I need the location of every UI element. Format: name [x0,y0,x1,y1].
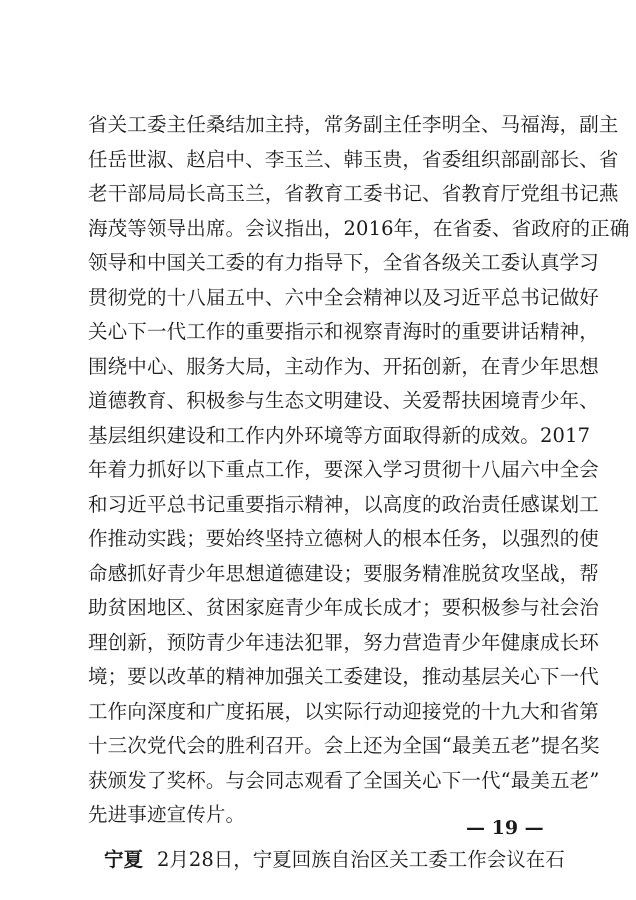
section-line [88,843,565,878]
body-paragraph [88,108,630,833]
text-line: 助贫困地区、贫困家庭青少年成长成才；要积极参与社会治 [88,596,599,619]
text-line: 理创新，预防青少年违法犯罪，努力营造青少年健康成长环 [88,630,599,654]
text-line: 作推动实践；要始终坚持立德树人的根本任务，以强烈的使 [88,527,599,550]
section-paragraph [88,843,565,878]
text-line: 关心下一代工作的重要指示和视察青海时的重要讲话精神， [88,320,599,343]
text-line: 领导和中国关工委的有力指导下，全省各级关工委认真学习 [88,251,599,274]
text-line: 海茂等领导出席。会议指出，2016年，在省委、省政府的正确 [88,216,630,240]
document-page [88,108,630,877]
text-line: 基层组织建设和工作内外环境等方面取得新的成效。2017 [88,423,591,447]
text-line: 境；要以改革的精神加强关工委建设，推动基层关心下一代 [88,665,599,688]
text-line: 道德教育、积极参与生态文明建设、关爱帮扶困境青少年、 [88,389,599,412]
section-region-heading: 宁夏 [104,847,144,871]
text-line: 命感抓好青少年思想道德建设；要服务精准脱贫攻坚战，帮 [88,561,599,585]
text-line: 工作向深度和广度拓展，以实际行动迎接党的十九大和省第 [88,699,599,723]
page-number: — 19 — [466,817,544,839]
text-line: 省关工委主任桑结加主持，常务副主任李明全、马福海，副主 [88,113,619,136]
text-line: 和习近平总书记重要指示精神，以高度的政治责任感谋划工 [88,492,599,516]
section-text: 2月28日，宁夏回族自治区关工委工作会议在石 [157,847,565,871]
text-line: 获颁发了奖杯。与会同志观看了全国关心下一代“最美五老” [88,768,600,792]
text-line: 老干部局局长高玉兰，省教育工委书记、省教育厅党组书记燕 [88,182,619,205]
text-line: 贯彻党的十八届五中、六中全会精神以及习近平总书记做好 [88,285,599,309]
text-line: 围绕中心、服务大局，主动作为、开拓创新，在青少年思想 [88,354,599,378]
text-line: 十三次党代会的胜利召开。会上还为全国“最美五老”提名奖 [88,734,600,757]
text-line: 年着力抓好以下重点工作，要深入学习贯彻十八届六中全会 [88,458,599,481]
text-line: 先进事迹宣传片。 [88,803,246,826]
text-line: 任岳世淑、赵启中、李玉兰、韩玉贵，省委组织部副部长、省 [88,147,619,171]
